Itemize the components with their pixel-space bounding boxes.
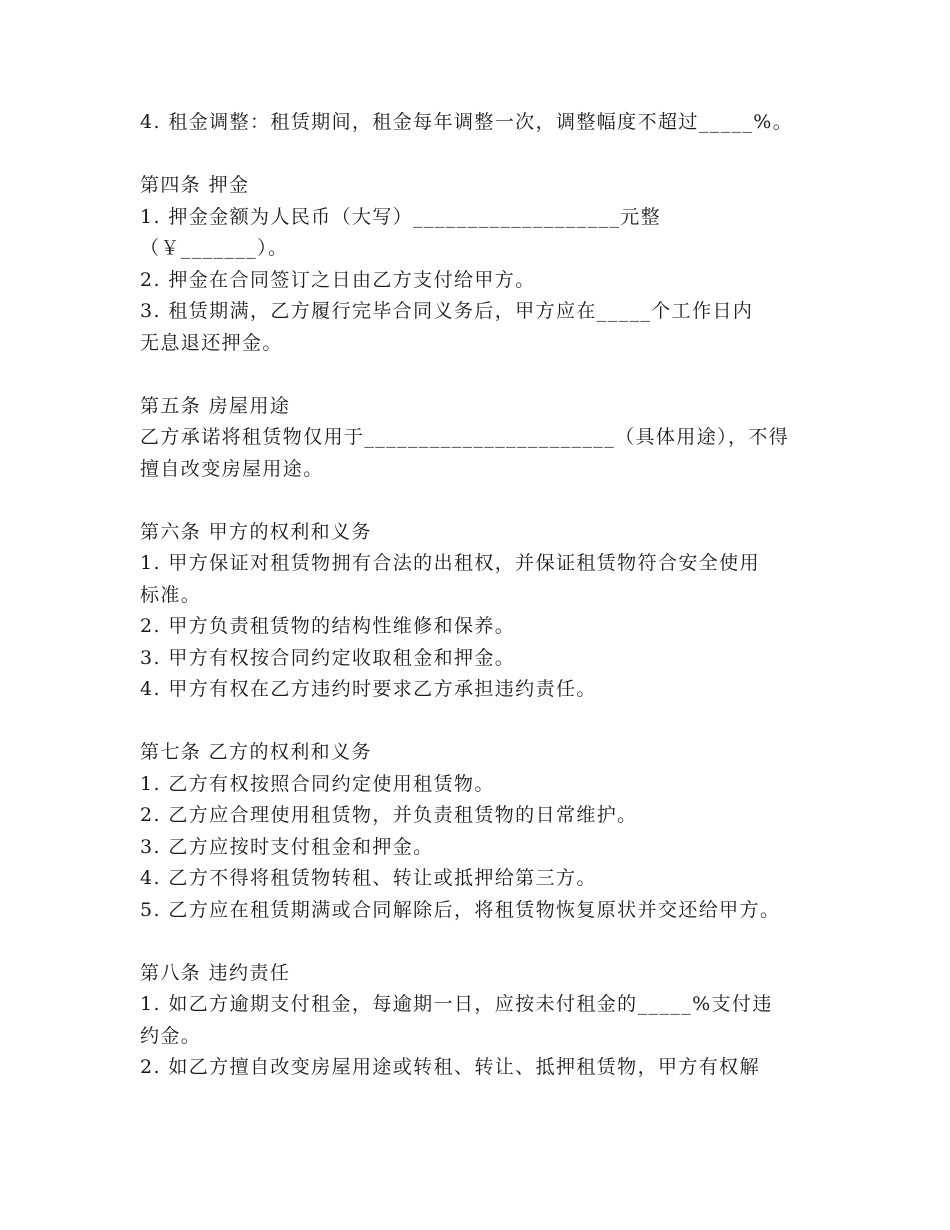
article7-item3: 3. 乙方应按时支付租金和押金。 <box>140 835 434 858</box>
document-page <box>140 107 840 1084</box>
article6-heading: 第六条 甲方的权利和义务 <box>140 520 372 543</box>
article8-item1: 1. 如乙方逾期支付租金，每逾期一日，应按未付租金的_____%支付违 <box>140 993 773 1015</box>
article7-item5: 5. 乙方应在租赁期满或合同解除后，将租赁物恢复原状并交还给甲方。 <box>140 898 781 921</box>
article7-item2: 2. 乙方应合理使用租赁物，并负责租赁物的日常维护。 <box>140 804 638 826</box>
article4-item1: 1. 押金金额为人民币（大写）___________________元整 <box>140 205 662 228</box>
article8-heading: 第八条 违约责任 <box>140 961 291 984</box>
article8-item1-cont: 约金。 <box>140 1024 202 1047</box>
article6-item4: 4. 甲方有权在乙方违约时要求乙方承担违约责任。 <box>140 678 597 700</box>
article5-heading: 第五条 房屋用途 <box>140 394 291 417</box>
article7-heading: 第七条 乙方的权利和义务 <box>140 741 372 763</box>
article6-item3: 3. 甲方有权按合同约定收取租金和押金。 <box>140 646 516 669</box>
article7-item4: 4. 乙方不得将租赁物转租、转让或抵押给第三方。 <box>140 867 597 889</box>
article7-item1: 1. 乙方有权按照合同约定使用租赁物。 <box>140 772 495 795</box>
article4-item2: 2. 押金在合同签订之日由乙方支付给甲方。 <box>140 268 536 291</box>
article4-item1-cont: （￥_______）。 <box>140 237 289 259</box>
paragraph-gap <box>140 139 840 171</box>
article5-body-cont: 擅自改变房屋用途。 <box>140 457 324 480</box>
paragraph-gap <box>140 359 840 391</box>
paragraph-gap <box>140 706 840 738</box>
paragraph-gap <box>140 926 840 958</box>
article8-item2: 2. 如乙方擅自改变房屋用途或转租、转让、抵押租赁物，甲方有权解 <box>140 1056 760 1078</box>
article6-item2: 2. 甲方负责租赁物的结构性维修和保养。 <box>140 615 516 637</box>
paragraph-gap <box>140 485 840 517</box>
article3-item4: 4. 租金调整：租赁期间，租金每年调整一次，调整幅度不超过_____%。 <box>140 111 794 133</box>
article4-heading: 第四条 押金 <box>140 174 250 196</box>
article6-item1: 1. 甲方保证对租赁物拥有合法的出租权，并保证租赁物符合安全使用 <box>140 552 760 574</box>
article4-item3-cont: 无息退还押金。 <box>140 331 283 354</box>
article6-item1-cont: 标准。 <box>140 583 202 606</box>
article4-item3: 3. 租赁期满，乙方履行完毕合同义务后，甲方应在_____个工作日内 <box>140 300 754 322</box>
article5-body: 乙方承诺将租赁物仅用于_______________________（具体用途），不得 <box>140 426 790 448</box>
